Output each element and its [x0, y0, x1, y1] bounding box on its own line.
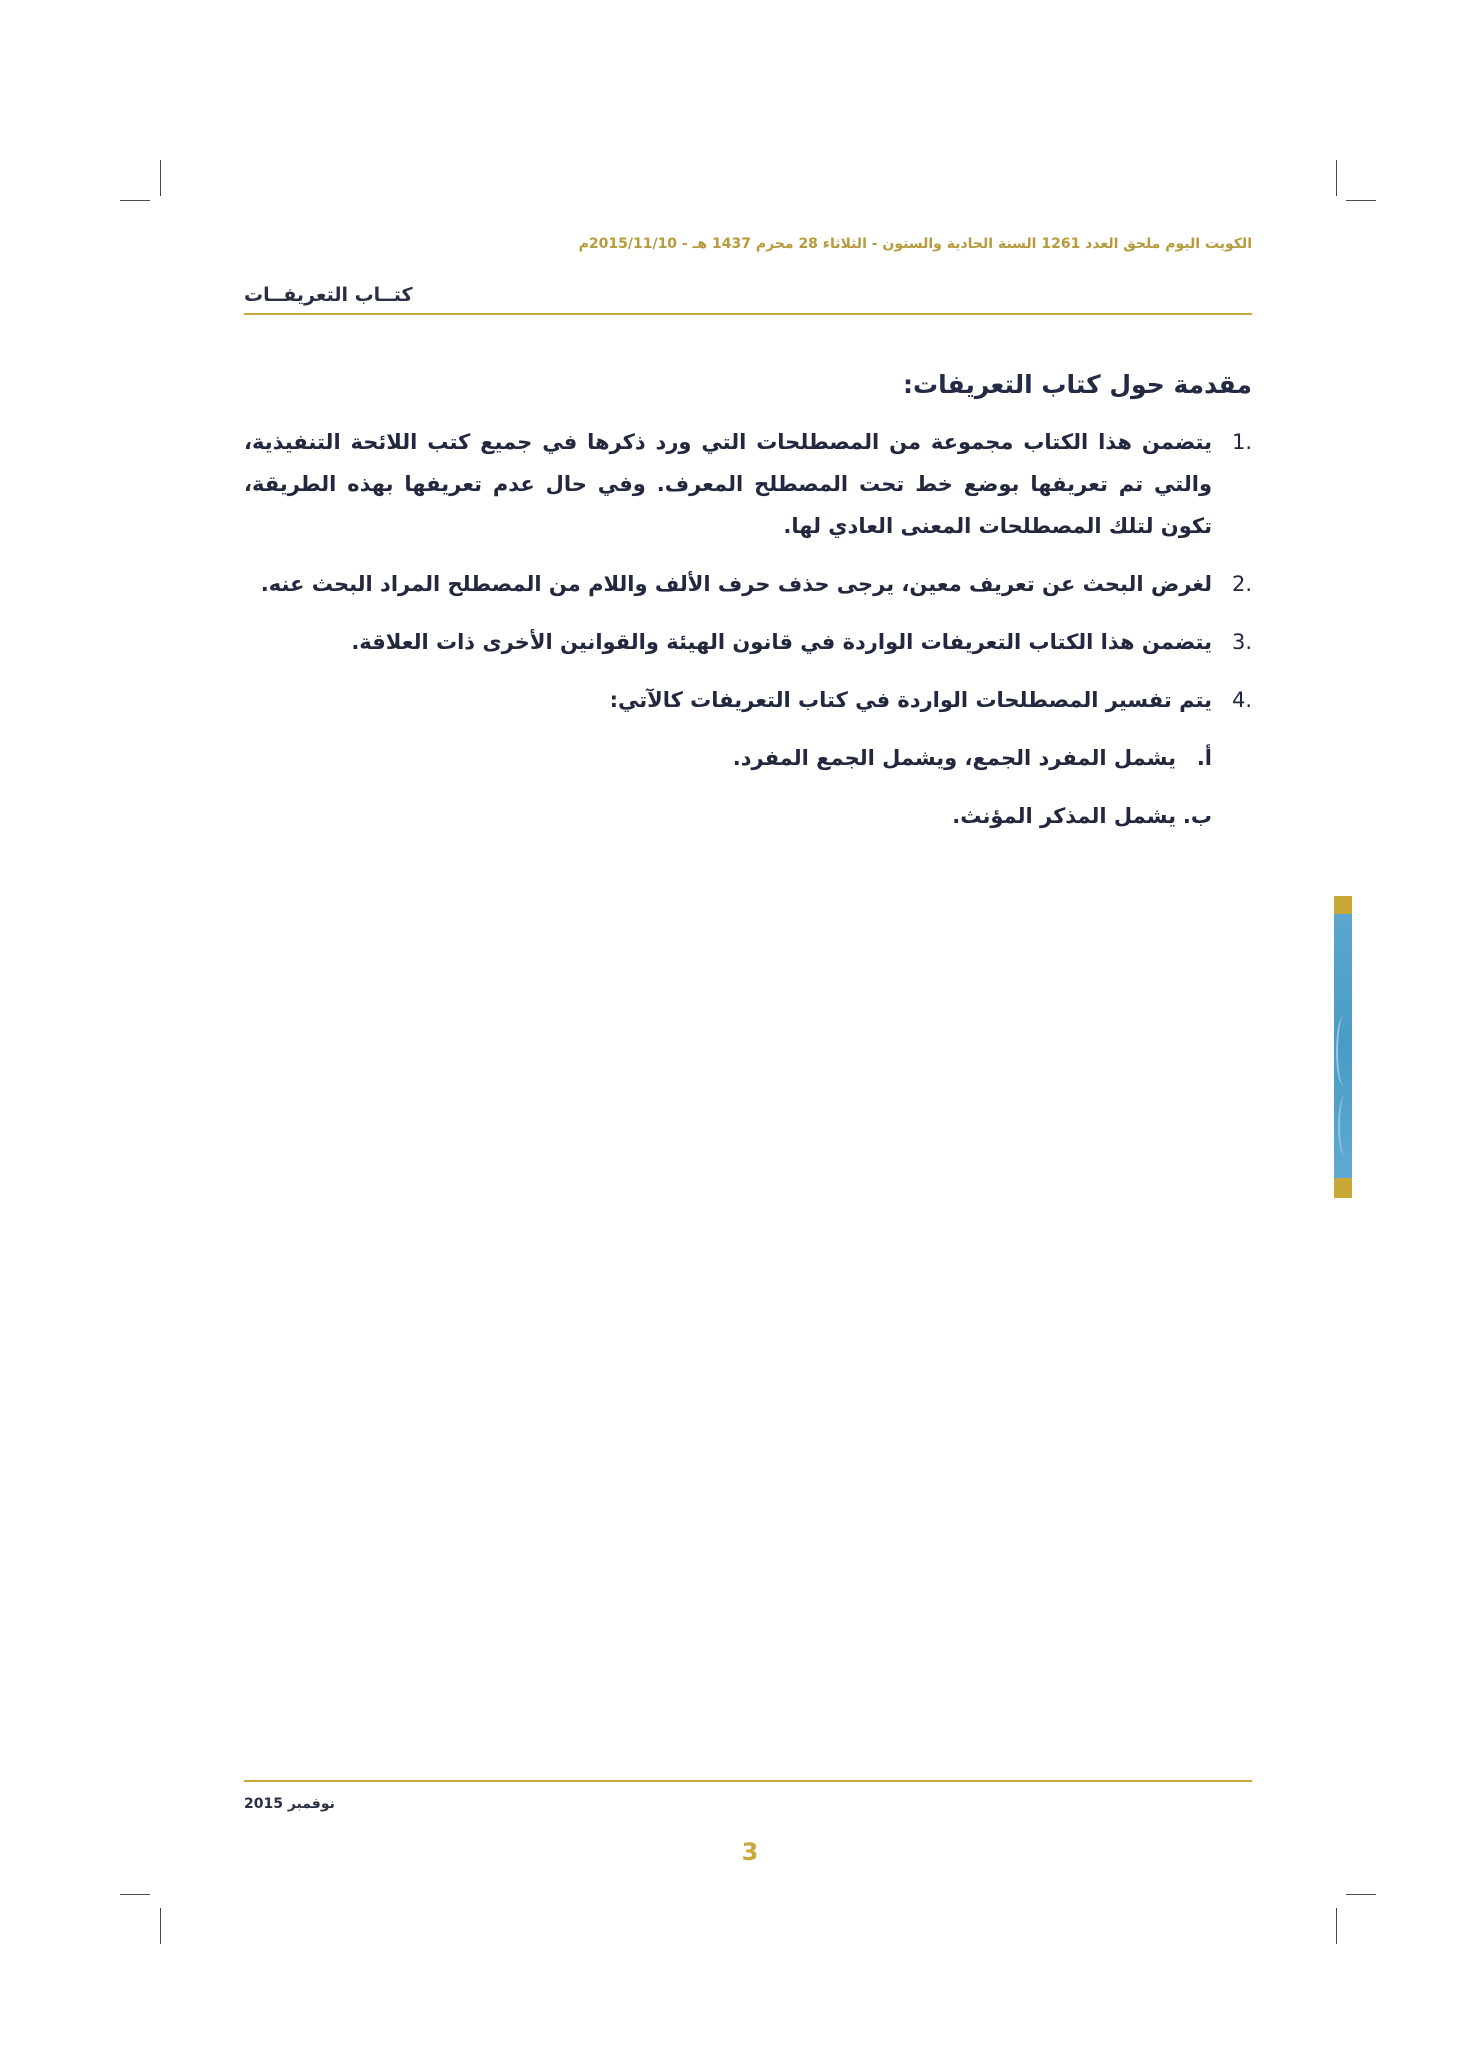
list-item-number: 2.: [1231, 572, 1252, 596]
crop-mark-bottom-right-vertical: [1336, 1908, 1337, 1944]
side-tab-ornament: [1338, 1096, 1352, 1156]
list-item-number: 1.: [1231, 430, 1252, 454]
list-item-text: يتم تفسير المصطلحات الواردة في كتاب التعريفات كالآتي:: [609, 688, 1212, 712]
issue-line: الكويت اليوم ملحق العدد 1261 السنة الحادية والستون - الثلاثاء 28 محرم 1437 هـ - 2015/11/10م: [578, 236, 1252, 252]
footer-rule: [244, 1780, 1252, 1782]
list-item: [244, 421, 1252, 547]
list-item-text: يتضمن هذا الكتاب التعريفات الواردة في قانون الهيئة والقوانين الأخرى ذات العلاقة.: [351, 630, 1212, 654]
sub-list-item-letter: ب.: [1182, 804, 1212, 828]
side-tab-decoration: [1334, 896, 1352, 1198]
book-title: كتــاب التعريفــات: [244, 284, 413, 306]
sub-list-item-text: يشمل المفرد الجمع، ويشمل الجمع المفرد.: [732, 746, 1176, 770]
crop-mark-top-right-vertical: [1336, 160, 1337, 196]
list-item: [244, 563, 1252, 605]
header-rule: [244, 313, 1252, 315]
list-item: [244, 679, 1252, 721]
intro-heading: مقدمة حول كتاب التعريفات:: [902, 370, 1252, 399]
intro-section: [244, 370, 1252, 853]
crop-mark-bottom-right-horizontal: [1346, 1894, 1376, 1895]
crop-mark-bottom-left-horizontal: [120, 1894, 150, 1895]
list-item-number: 4.: [1231, 688, 1252, 712]
crop-mark-top-right-horizontal: [1346, 200, 1376, 201]
sub-list-item-letter: أ.: [1196, 746, 1212, 770]
sub-list-item: [244, 795, 1252, 837]
sub-list-item: [244, 737, 1252, 779]
sub-list-item-text: يشمل المذكر المؤنث.: [952, 804, 1176, 828]
side-tab-ornament: [1336, 1016, 1352, 1086]
crop-mark-bottom-left-vertical: [160, 1908, 161, 1944]
list-item-text: يتضمن هذا الكتاب مجموعة من المصطلحات التي ورد ذكرها في جميع كتب اللائحة التنفيذية، والتي تم تعريفها بوضع خط تحت المصطلح المعرف. وفي حال عدم تعريفها بهذه الطريقة، تكون لتلك المصطلحات المعنى العادي لها.: [244, 430, 1212, 538]
list-item-text: لغرض البحث عن تعريف معين، يرجى حذف حرف الألف واللام من المصطلح المراد البحث عنه.: [260, 572, 1212, 596]
list-item: [244, 621, 1252, 663]
footer-date: نوفمبر 2015: [244, 1796, 335, 1812]
page-number: 3: [741, 1838, 759, 1866]
crop-mark-top-left-horizontal: [120, 200, 150, 201]
list-item-number: 3.: [1231, 630, 1252, 654]
crop-mark-top-left-vertical: [160, 160, 161, 196]
